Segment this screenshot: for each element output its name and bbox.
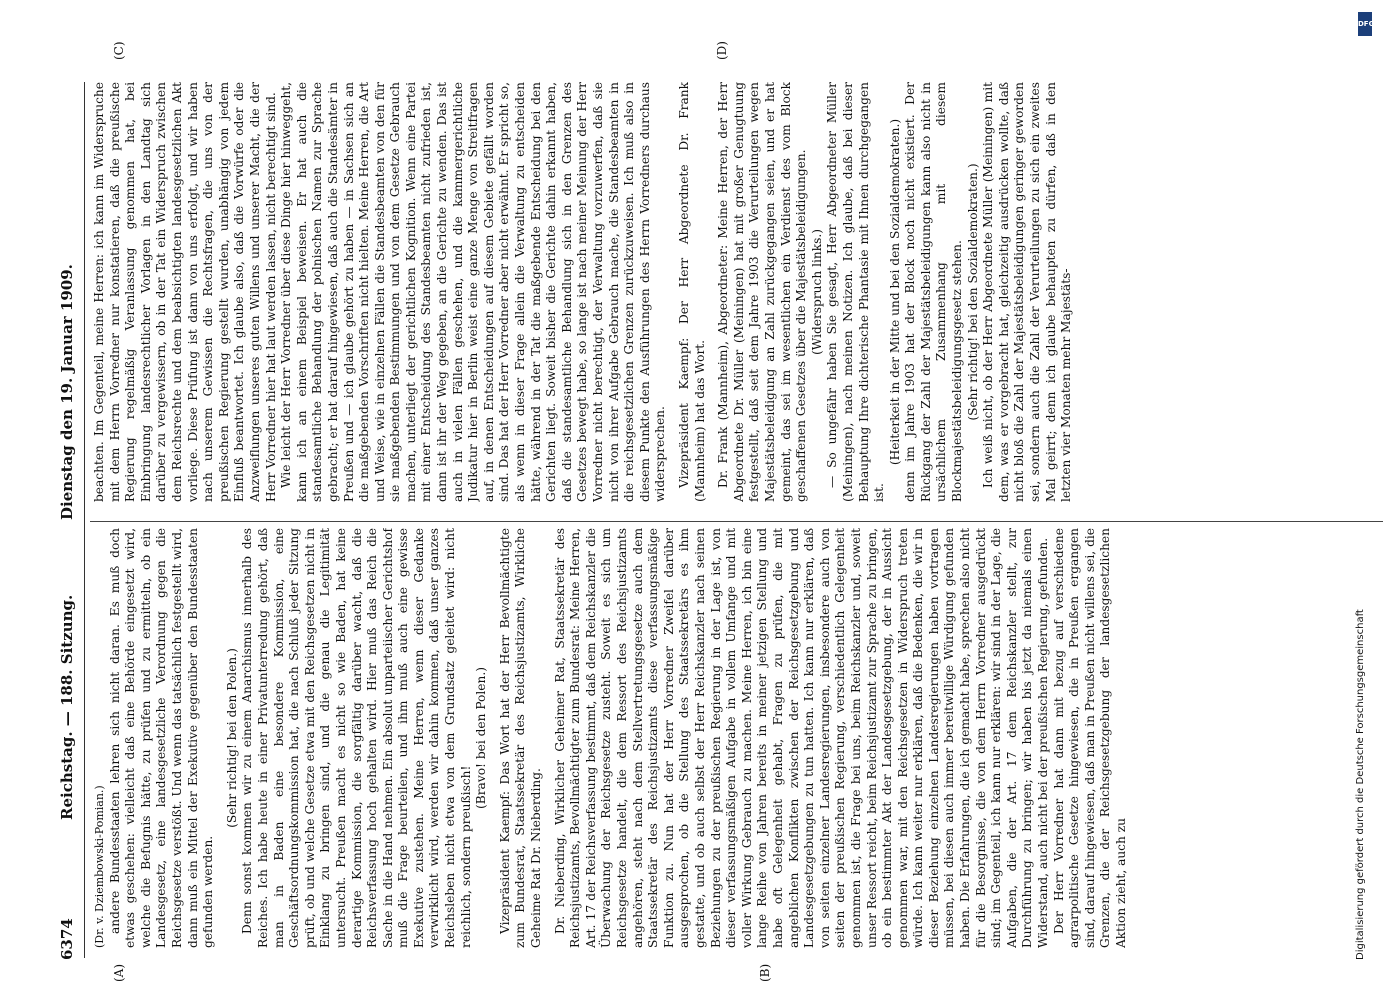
paragraph: Dr. Nieberding, Wirklicher Geheimer Rat, Staatssekretär des Reichsjustizamts, Bevollmächtigter zum Bundesrat: Meine Herren, Art. 17 der Reichsverfassung bestimmt, daß dem Reichskanzler die Überwachung der Reichsgesetze zusteht. Soweit es sich um Reichsgesetze handelt, die dem Ressort des Reichsjustizamts angehören, steht nach dem Stellvertretungsgesetze auch dem Staatssekretär des Reichsjustizamts diese verfassungsmäßige Funktion zu. Nun hat der Herr Vorredner Zweifel darüber ausgesprochen, ob die Stellung des Staatssekretärs es ihm gestatte, und ob auch selbst der Herr Reichskanzler nach seinen Beziehungen zu der preußischen Regierung in der Lage ist, von dieser verfassungsmäßigen Aufgabe in vollem Umfange und mit voller Wirkung Gebrauch zu machen. Meine Herren, ich bin eine lange Reihe von Jahren bereits in meiner jetzigen Stellung und habe oft Gelegenheit gehabt, Fragen zu prüfen, die mit angeblichen Konflikten zwischen der Reichsgesetzgebung und Landesgesetzgebungen zu tun hatten. Ich kann nur erklären, daß von seiten einzelner Landesregierungen, insbesondere auch von seiten der preußischen Regierung, verschiedentlich Gelegenheit genommen ist, die Frage bei uns, beim Reichskanzler und, soweit unser Ressort reicht, beim Reichsjustizamt zur Sprache zu bringen, ob ein bestimmter Akt der Landesgesetzgebung, der in Aussicht genommen war, mit den Reichsgesetzen in Widerspruch treten würde. Ich kann weiter nur erklären, daß die Bedenken, die wir in dieser Beziehung einzelnen Landesregierungen haben vortragen müssen, bei diesen auch immer bereitwillige Würdigung gefunden haben. Die Erfahrungen, die ich gemacht habe, sprechen also nicht für die Besorgnisse, die von dem Herrn Vorredner ausgedrückt sind; im Gegenteil, ich kann nur erklären: wir sind in der Lage, die Aufgaben, die der Art. 17 dem Reichskanzler stellt, zur Durchführung zu bringen; wir haben bis jetzt da niemals einen Widerstand, auch nicht bei der preußischen Regierung, gefunden. xyxy=(552,528,1051,948)
right-column xyxy=(92,82,1382,502)
page-header xyxy=(58,60,82,960)
header-title: Reichstag. — 188. Sitzung. xyxy=(58,594,76,820)
header-rule xyxy=(84,82,85,958)
paragraph: Dr. Frank (Mannheim), Abgeordneter: Meine Herren, der Herr Abgeordnete Dr. Müller (Meiningen) hat mit großer Genugtuung festgestellt, daß seit dem Jahre 1903 die Verurteilungen wegen Majestätsbeleidigung an Zahl zurückgegangen seien, und er hat gemeint, das sei im wesentlichen ein Verdienst des vom Block geschaffenen Gesetzes über die Majestätsbeleidigungen. xyxy=(716,82,809,502)
paragraph: — So ungefähr haben Sie gesagt, Herr Abgeordneter Müller (Meiningen), nach meinen Notizen. Ich glaube, daß bei dieser Behauptung Ihre dichterische Phantasie mit Ihnen durchgegangen ist. xyxy=(825,82,887,502)
paragraph: andere Bundesstaaten lehren sich nicht daran. Es muß doch etwas geschehen: vielleicht daß eine Behörde eingesetzt wird, welche die Befugnis hätte, zu prüfen und zu ermitteln, ob ein Landesgesetz, eine landesgesetzliche Verordnung gegen die Reichsgesetze verstößt. Und wenn das tatsächlich festgestellt wird, dann muß ein Mittel der Exekutive gegenüber den Bundesstaaten gefunden werden. xyxy=(107,528,216,948)
paragraph: Ich weiß nicht, ob der Herr Abgeordnete Müller (Meiningen) mit dem, was er vorgebracht hat, gleichzeitig ausdrücken wollte, daß nicht bloß die Zahl der Majestätsbeleidigungen geringer geworden sei, sondern auch die Zahl der Verurteilungen zu sich ein zweites Mal geirrt; denn ich glaube behaupten zu dürfen, daß in den letzten vier Monaten mehr Majestäts- xyxy=(981,82,1074,502)
header-date: Dienstag den 19. Januar 1909. xyxy=(58,264,76,520)
paragraph: Wie leicht der Herr Vorredner über diese Dinge hier hinweggeht, kann ich an einem Beispiel beweisen. Er hat auch die standesamtliche Behandlung der polnischen Namen zur Sprache gebracht; er hat darauf hingewiesen, daß auch die Standesämter in Preußen und — ich glaube gehört zu haben — in Sachsen sich an die maßgebenden Vorschriften nicht hielten. Meine Herren, die Art und Weise, wie in einzelnen Fällen die Standesbeamten von den für sie maßgebenden Bestimmungen und von dem Gesetze Gebrauch machen, unterliegt der gerichtlichen Kognition. Wenn eine Partei mit einer Entscheidung des Standesbeamten nicht zufrieden ist, dann ist ihr der Weg gegeben, an die Gerichte zu wenden. Das ist auch in vielen Fällen geschehen, und die kammergerichtliche Judikatur hier in Berlin weist eine ganze Menge von Streitfragen auf, in denen Entscheidungen auf diesem Gebiete gefällt worden sind. Das hat der Herr Vorredner aber nicht erwähnt. Er spricht so, als wenn in dieser Frage allein die Verwaltung zu entscheiden hätte, während in der Tat die maßgebende Entscheidung bei den Gerichten liegt. Soweit bisher die Gerichte dahin erkannt haben, daß die standesamtliche Behandlung sich in den Grenzen des Gesetzes bewegt habe, so lange ist nach meiner Meinung der Herr Vorredner nicht berechtigt, der Verwaltung vorzuwerfen, daß sie nicht von ihrer Aufgabe Gebrauch mache, die Standesbeamten in die reichsgesetzlichen Grenzen zurückzuweisen. Ich muß also in diesem Punkte den Ausführungen des Herrn Vorredners durchaus widersprechen. xyxy=(279,82,668,502)
paragraph: Vizepräsident Kaempf: Das Wort hat der Herr Bevollmächtigte zum Bundesrat, Staatssekretär des Reichsjustizamts, Wirkliche Geheime Rat Dr. Nieberding. xyxy=(497,528,544,948)
dfg-logo: DFG xyxy=(1358,12,1372,36)
digitization-credit: Digitalisierung gefördert durch die Deutsche Forschungsgemeinschaft xyxy=(1355,609,1366,960)
left-column xyxy=(92,528,1382,948)
paragraph: Der Herr Vorredner hat dann mit bezug auf verschiedene agrarpolitische Gesetze hingewiesen, die in Preußen ergangen sind, darauf hingewiesen, daß man in Preußen nicht willens sei, die Grenzen, die der Reichsgesetzgebung der landesgesetzlichen Aktion zieht, auch zu xyxy=(1051,528,1128,948)
margin-marker-d: (D) xyxy=(715,41,729,60)
interjection: (Bravo! bei den Polen.) xyxy=(474,667,489,809)
column-divider xyxy=(90,521,1383,522)
interjection: (Sehr richtig! bei den Sozialdemokraten.) xyxy=(965,163,980,421)
paragraph: Vizepräsident Kaempf: Der Herr Abgeordnete Dr. Frank (Mannheim) hat das Wort. xyxy=(676,82,707,502)
paragraph: denn im Jahre 1903 hat der Block noch nicht existiert. Der Rückgang der Zahl der Majestätsbeleidigungen kann also nicht in ursächlichem Zusammenhang mit diesem Blockmajestätsbeleidigungsgesetz stehen. xyxy=(903,82,965,502)
interjection: (Widerspruch links.) xyxy=(809,229,824,355)
margin-marker-b: (B) xyxy=(758,963,772,982)
paragraph: beachten. Im Gegenteil, meine Herren: ich kann im Widerspruche mit dem Herrn Vorredner nur konstatieren, daß die preußische Regierung regelmäßig Veranlassung genommen hat, bei Einbringung landesrechtlicher Vorlagen in den Landtag sich darüber zu vergewissern, ob in der Tat ein Widerspruch zwischen dem Reichsrechte und dem beabsichtigten landesgesetzlichen Akt vorliege. Diese Prüfung ist dann von uns erfolgt, und wir haben nach unserem Gewissen die Rechtsfragen, die uns von der preußischen Regierung gestellt wurden, unabhängig von jedem Einfluß beantwortet. Ich glaube also, daß die Vorwürfe oder die Anzweiflungen unseres guten Willens und unserer Macht, die der Herr Vorredner hier hat laut werden lassen, nicht berechtigt sind. xyxy=(92,82,278,502)
margin-marker-c: (C) xyxy=(112,41,126,60)
paragraph: Denn sonst kommen wir zu einem Anarchismus innerhalb des Reiches. Ich habe heute in einer Privatunterredung gehört, daß man in Baden eine besondere Kommission, eine Geschäftsordnungskommission hat, die nach Schluß jeder Sitzung prüft, ob und welche Gesetze etwa mit den Reichsgesetzen nicht in Einklang zu bringen sind, und die genau die Legitimität untersucht. Preußen macht es nicht so wie Baden, hat keine derartige Kommission, die sorgfältig darüber wacht, daß die Reichsverfassung hoch gehalten wird. Hier muß das Reich die Sache in die Hand nehmen. Ein absolut unparteiischer Gerichtshof muß die Frage beurteilen, und ihm muß auch eine gewisse Exekutive zustehen. Meine Herren, wenn dieser Gedanke verwirklicht wird, werden wir dahin kommen, daß unser ganzes Reichsleben nicht etwa von dem Grundsatz geleitet wird: nicht reichlich, sondern preußisch! xyxy=(240,528,473,948)
interjection: (Sehr richtig! bei den Polen.) xyxy=(224,648,239,828)
interjection: (Heiterkeit in der Mitte und bei den Sozialdemokraten.) xyxy=(887,118,902,466)
page-number: 6374 xyxy=(58,918,76,960)
speaker-running-head: (Dr. v. Dziembowski-Pomian.) xyxy=(93,785,106,948)
margin-marker-a: (A) xyxy=(112,963,126,982)
